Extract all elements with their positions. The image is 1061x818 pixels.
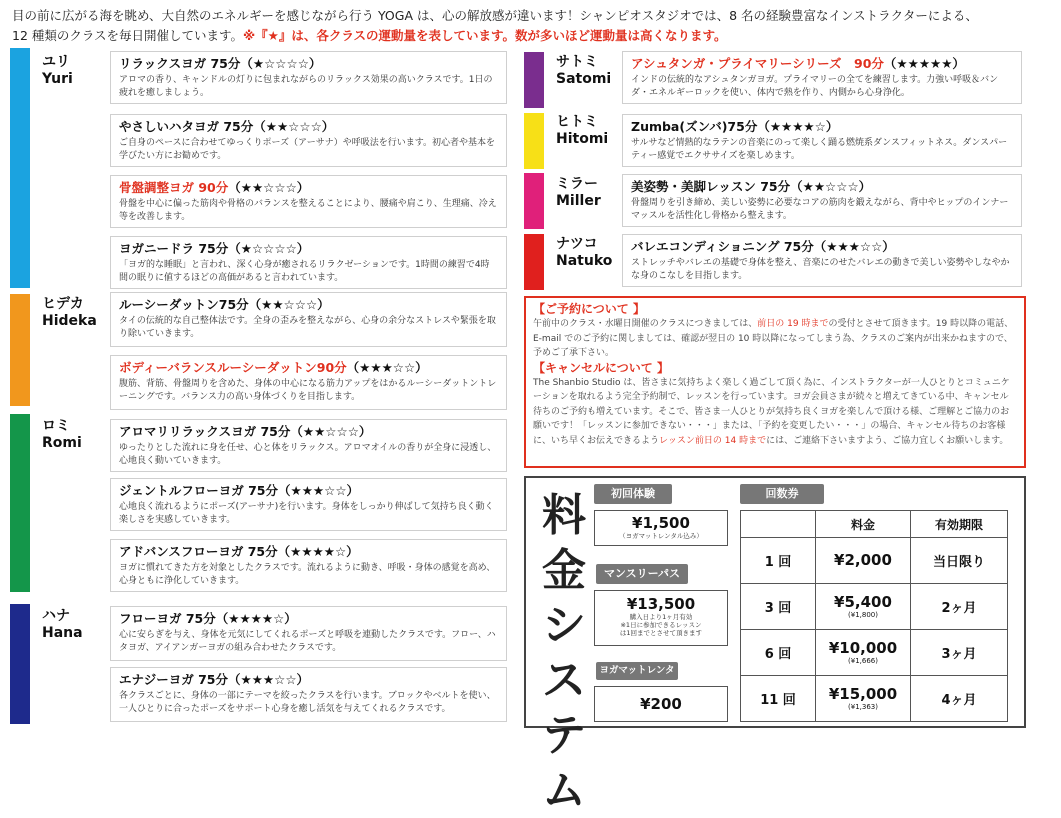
policy-box [524,296,1026,468]
class-card [110,419,507,472]
ticket-price [816,584,911,630]
class-title: アロマリリラックスヨガ 75分（★★☆☆☆） [119,424,372,439]
class-desc: 骨盤周りを引き締め、美しい姿勢に必要なコアの筋肉を鍛えながら、背中やヒップのインナーマッスルを活性化し骨格から整えます。 [631,198,1009,221]
tickets-label: 回数券 [740,484,824,504]
instructor-jp: ユリ [42,54,70,70]
ticket-header-price: 料金 [816,511,911,538]
class-title: Zumba(ズンバ)75分（★★★★☆） [631,119,839,134]
reservation-deadline: 前日の 19 時まで [757,319,829,329]
class-desc: ゆったりとした流れに身を任せ、心と体をリラックス。アロマオイルの香りが全身に浸透し、心地良く動いていきます。 [119,443,497,466]
ticket-valid: 当日限り [911,538,1008,584]
ticket-table [740,510,1008,722]
instructor-jp: ハナ [42,608,70,624]
class-card [110,606,507,661]
class-desc: 心地良く流れるようにポーズ(アーサナ)を行います。身体をしっかり伸ばして気持ち良く動く楽しさを実感していきます。 [119,502,494,525]
class-card [110,478,507,531]
mat-price: ¥200 [640,695,682,713]
ticket-count: 11 回 [741,676,816,722]
monthly-note-3: は1回までとさせて頂きます [619,629,703,637]
class-desc: 骨盤を中心に偏った筋肉や骨格のバランスを整えることにより、腰痛や肩こり、生理痛、冷え等を改善します。 [119,199,497,222]
ticket-valid: 4ヶ月 [911,676,1008,722]
monthly-note-1: 購入日より1ヶ月有効 [629,613,693,621]
trial-label: 初回体験 [594,484,672,504]
class-title-stars: （★★★☆☆） [346,360,428,375]
reservation-text [533,317,1017,361]
class-title: 美姿勢・美脚レッスン 75分（★★☆☆☆） [631,179,872,194]
instructor-bar-miller [524,173,544,229]
ticket-unit-price: (¥1,800) [848,610,878,619]
instructor-en: Miller [556,193,601,209]
intro-text [12,6,1052,46]
class-title: エナジーヨガ 75分（★★★☆☆） [119,672,310,687]
class-card [110,175,507,228]
pricing-title: 料金システム [542,490,586,816]
instructor-jp: ロミ [42,418,70,434]
instructor-bar-yuri [10,48,30,288]
ticket-price [816,676,911,722]
instructor-en: Satomi [556,71,612,87]
instructor-name-miller [556,176,601,210]
ticket-valid: 2ヶ月 [911,584,1008,630]
ticket-count: 6 回 [741,630,816,676]
ticket-count: 1 回 [741,538,816,584]
ticket-count: 3 回 [741,584,816,630]
intro-line-2-text: 12 種類のクラスを毎日開催しています。 [12,28,244,43]
class-title: アドバンスフローヨガ 75分（★★★★☆） [119,544,359,559]
instructor-bar-natsuko [524,234,544,290]
ticket-row [741,630,1008,676]
instructor-name-natsuko [556,236,612,270]
class-desc: インドの伝統的なアシュタンガヨガ。プライマリーの全てを練習します。力強い呼吸＆バンダ・エネルギーロックを使い、体内で熱を作り、内側から心身浄化。 [631,75,999,98]
intro-line-1: 目の前に広がる海を眺め、大自然のエネルギーを感じながら行う YOGA は、心の解放感が違います！シャンピオスタジオでは、8 名の経験豊富なインストラクターによる、 [12,8,978,23]
ticket-row [741,676,1008,722]
class-card [622,174,1022,227]
class-title-main: アシュタンガ・プライマリーシリーズ 90分 [631,56,884,71]
instructor-jp: サトミ [556,54,598,70]
instructor-jp: ナツコ [556,236,598,252]
class-desc: 心に安らぎを与え、身体を元気にしてくれるポーズと呼吸を連動したクラスです。フロー、ハタヨガ、アイアンガーヨガの組み合わせたクラスです。 [119,630,496,653]
class-card [110,292,507,347]
class-title-main: 骨盤調整ヨガ 90分 [119,180,229,195]
ticket-price-value: ¥2,000 [834,551,892,569]
ticket-row [741,584,1008,630]
class-card [622,114,1022,167]
intro-line-2 [12,26,1052,46]
class-card [622,234,1022,287]
instructor-jp: ミラー [556,176,598,192]
instructor-en: Hana [42,625,83,641]
reservation-text-b: の受付とさせて頂きます。19 時以降の電話、E-mail でのご予約に関しましては、確認が翌日の 10 時以降になってしまう為、クラスのご案内が出来かねますので、予めご了承下さい。 [533,319,1014,358]
instructor-name-hana [42,608,83,642]
ticket-price [816,630,911,676]
instructor-en: Natuko [556,253,613,269]
cancel-heading: 【キャンセルについて 】 [533,360,669,375]
class-desc: サルサなど情熱的なラテンの音楽にのって楽しく踊る燃焼系ダンスフィットネス。ダンスパーティー感覚でエクササイズを楽しめます。 [631,138,1008,161]
class-desc: 腹筋、背筋、骨盤周りを含めた、身体の中心になる筋力アップをはかるルーシーダットントレーニングです。バランス力の高い身体づくりを目指します。 [119,379,497,402]
pricing-panel [524,476,1026,816]
class-card [110,355,507,410]
ticket-price-value: ¥5,400 [834,592,892,611]
instructor-name-yuri [42,54,73,88]
instructor-en: Hideka [42,313,97,329]
class-title [119,179,498,196]
cancel-text [533,376,1017,449]
instructor-bar-satomi [524,52,544,108]
instructor-bar-hideka [10,294,30,406]
class-card [110,236,507,289]
instructor-bar-hana [10,604,30,724]
instructor-name-hitomi [556,114,608,148]
trial-price-box [594,510,728,546]
mat-label: ヨガマットレンタ [596,662,678,680]
monthly-price-box [594,590,728,646]
cancel-deadline: レッスン前日の 14 時まで [659,435,767,446]
ticket-valid: 3ヶ月 [911,630,1008,676]
ticket-header-count [741,511,816,538]
class-desc: タイの伝統的な自己整体法です。全身の歪みを整えながら、心身の余分なストレスや緊張を取り除いていきます。 [119,316,496,339]
instructor-bar-hitomi [524,113,544,169]
class-desc: ストレッチやバレエの基礎で身体を整え、音楽にのせたバレエの動きで美しい姿勢やしなやかな身のこなしを目指します。 [631,258,1010,281]
class-title: フローヨガ 75分（★★★★☆） [119,611,297,626]
star-note: ※『★』は、各クラスの運動量を表しています。数が多いほど運動量は高くなります。 [243,28,727,43]
class-title: リラックスヨガ 75分（★☆☆☆☆） [119,56,322,71]
instructor-jp: ヒトミ [556,114,598,130]
class-card [110,667,507,722]
class-title: やさしいハタヨガ 75分（★★☆☆☆） [119,119,335,134]
class-title-main: ボディーバランスルーシーダットン90分 [119,360,347,375]
trial-price: ¥1,500 [632,514,690,532]
instructor-bar-romi [10,414,30,592]
class-desc: アロマの香り、キャンドルの灯りに包まれながらのリラックス効果の高いクラスです。1日の疲れを癒しましょう。 [119,75,493,98]
class-title-stars: （★★★★★） [883,56,965,71]
class-title: ジェントルフローヨガ 75分（★★★☆☆） [119,483,360,498]
instructor-name-satomi [556,54,611,88]
cancel-text-b: には、ご連絡下さいますよう、ご協力宜しくお願いします。 [766,435,1009,446]
class-title: バレエコンディショニング 75分（★★★☆☆） [631,239,895,254]
class-card [622,51,1022,104]
monthly-label: マンスリーパス [596,564,688,584]
instructor-name-hideka [42,296,97,330]
class-title-stars: （★★☆☆☆） [228,180,310,195]
instructor-en: Yuri [42,71,73,87]
reservation-heading: 【ご予約について 】 [533,302,645,316]
ticket-header-valid: 有効期限 [911,511,1008,538]
class-desc: ヨガに慣れてきた方を対象としたクラスです。流れるように動き、呼吸・身体の感覚を高め、心身ともに浄化していきます。 [119,563,496,586]
monthly-note-2: ※1日に参加できるレッスン [620,621,702,629]
ticket-price-value: ¥15,000 [828,684,898,703]
ticket-row [741,538,1008,584]
instructor-en: Hitomi [556,131,609,147]
ticket-price [816,538,911,584]
ticket-unit-price: (¥1,363) [848,702,878,711]
instructor-jp: ヒデカ [42,296,84,312]
instructor-en: Romi [42,435,82,451]
ticket-header-row [741,511,1008,538]
class-title [119,359,498,376]
class-title: ルーシーダットン75分（★★☆☆☆） [119,297,330,312]
class-desc: 各クラスごとに、身体の一部にテーマを絞ったクラスを行います。ブロックやベルトを使い、一人ひとりに合ったポーズをサポート心身を癒し活気を与えてくれるクラスです。 [119,691,496,714]
ticket-unit-price: (¥1,666) [848,656,878,665]
ticket-price-value: ¥10,000 [828,638,898,657]
class-title [631,55,1013,72]
class-card [110,539,507,592]
class-desc: ご自身のペースに合わせてゆっくりポーズ（アーサナ）や呼吸法を行います。初心者や基本を学びたい方にお勧めです。 [119,138,496,161]
cancel-text-a: The Shanbio Studio は、皆さまに気持ちよく楽しく過ごして頂く為に、インストラクターが一人ひとりとコミュニケーションを取れるよう完全予約制で、レッスンを行っています。ヨガ会員さまが続々と増えてきている中、キャンセル待ちのご予約も増えています。そこで、皆さま一人ひとりが気持ち良くヨガを楽しんで頂ける様、ご理解とご協力のお願いです！「レッスンに参加できない・・・」または、「予約を変更したい・・・」の場合、キャンセル待ちのお客様に、いち早くお伝えできるよう [533,377,1010,446]
reservation-text-a: 午前中のクラス・水曜日開催のクラスにつきましては、 [533,319,758,329]
instructor-name-romi [42,418,82,452]
class-card [110,51,507,104]
class-desc: 「ヨガ的な睡眠」と言われ、深く心身が癒されるリラクゼーションです。1時間の練習で4時間の眠りに値するほどの高価があると言われています。 [119,260,490,283]
class-title: ヨガニードラ 75分（★☆☆☆☆） [119,241,310,256]
monthly-price: ¥13,500 [626,595,696,613]
mat-price-box [594,686,728,722]
trial-note: （ヨガマットレンタル込み） [619,532,703,540]
class-card [110,114,507,167]
